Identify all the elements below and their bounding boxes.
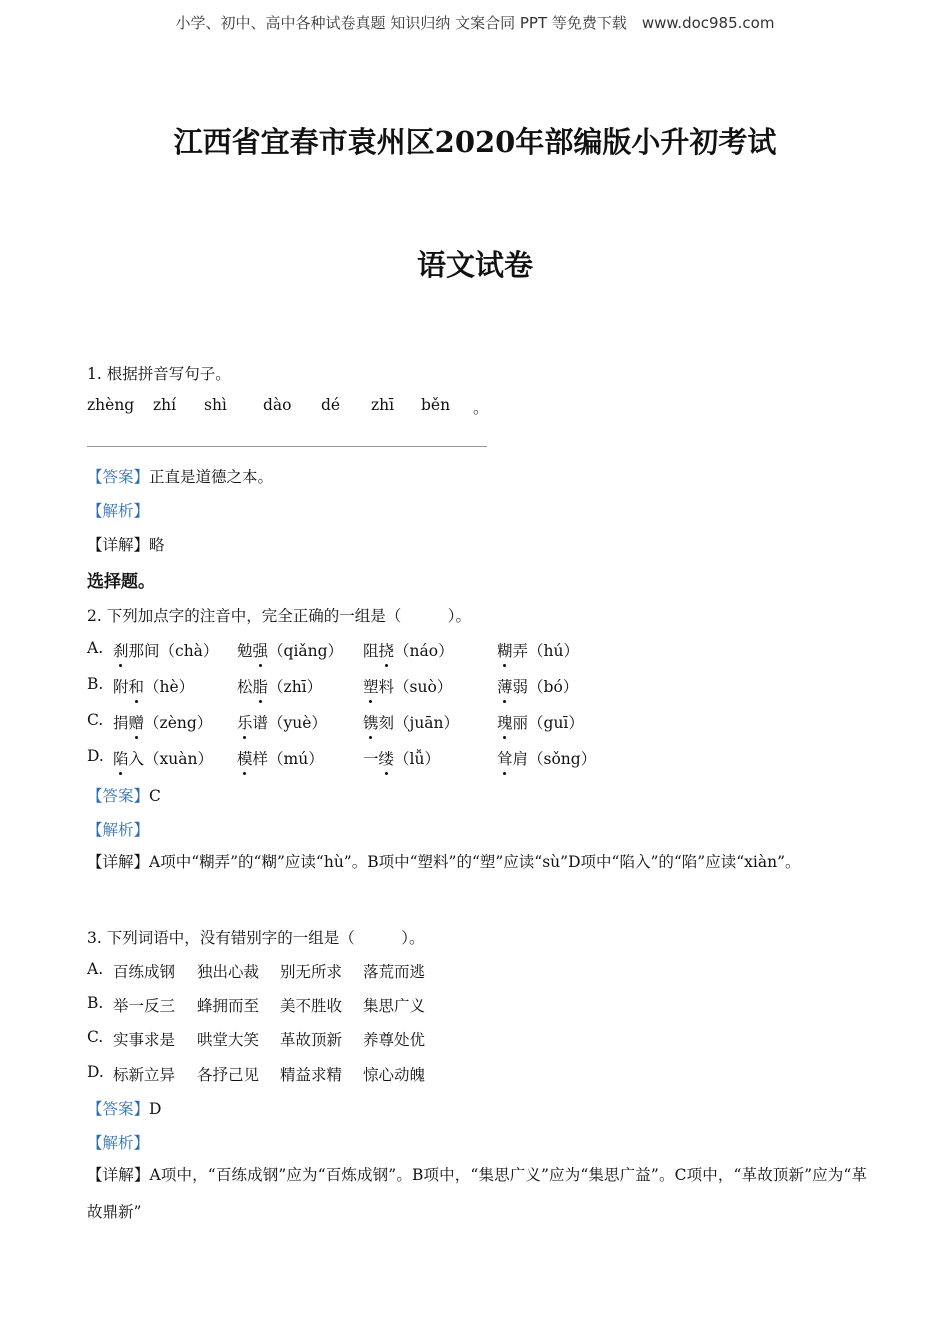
option-letter: C. <box>87 1028 104 1046</box>
section-label: 选择题。 <box>87 572 155 592</box>
item-suffix: （lǚ） <box>394 750 440 768</box>
item-suffix: 弄（hú） <box>512 642 579 660</box>
item-suffix: 肩（sǒng） <box>512 750 597 768</box>
q1-answer <box>87 465 273 487</box>
pinyin-syllable: 。 <box>473 399 489 417</box>
option-letter: D. <box>87 747 104 765</box>
answer-text: 正直是道德之本。 <box>149 468 274 486</box>
item-suffix: （zhī） <box>268 678 323 696</box>
exam-subtitle: 语文试卷 <box>416 248 533 282</box>
answer-text: D <box>149 1100 162 1118</box>
item-prefix: 松 <box>237 678 253 696</box>
option-word: 精益求精 <box>280 1066 343 1084</box>
dotted-character: 陷 <box>113 747 129 769</box>
option-item <box>497 711 584 733</box>
detail-text: 略 <box>149 536 165 554</box>
dotted-character: 乐 <box>237 711 253 733</box>
detail-text: A项中，“百练成钢”应为“百炼成钢”。B项中，“集思广义”应为“集思广益”。C项中，“革故顶新”应为“革故鼎新” <box>87 1166 867 1221</box>
item-suffix: （qiǎng） <box>268 642 344 660</box>
q3-analysis <box>87 1131 149 1153</box>
option-item <box>497 747 596 769</box>
answer-text: C <box>149 787 161 805</box>
item-prefix: 一 <box>363 750 379 768</box>
item-suffix: （náo） <box>394 642 454 660</box>
item-suffix: 入（xuàn） <box>128 750 213 768</box>
q3-prompt: 3. 下列词语中，没有错别字的一组是（ ）。 <box>87 929 425 947</box>
q2-detail <box>87 844 867 881</box>
dotted-character: 镌 <box>363 711 379 733</box>
item-suffix: 料（suò） <box>378 678 453 696</box>
option-word: 落荒而逃 <box>363 963 426 981</box>
pinyin-syllable: zhī <box>371 396 395 414</box>
option-word: 独出心裁 <box>197 963 260 981</box>
pinyin-syllable: zhí <box>153 396 177 414</box>
item-suffix: 刻（juān） <box>378 714 460 732</box>
detail-tag: 【详解】 <box>87 536 150 554</box>
pinyin-syllable: běn <box>421 396 451 414</box>
q1-prompt: 1. 根据拼音写句子。 <box>87 365 231 383</box>
detail-tag: 【详解】 <box>87 853 150 871</box>
option-letter: D. <box>87 1063 104 1081</box>
q1-detail <box>87 533 165 555</box>
dotted-character: 耸 <box>497 747 513 769</box>
option-item <box>113 711 212 733</box>
option-word: 养尊处优 <box>363 1031 426 1049</box>
option-item <box>237 639 343 661</box>
item-suffix: 丽（guī） <box>512 714 584 732</box>
dotted-character: 糊 <box>497 639 513 661</box>
option-item <box>113 639 218 661</box>
page-header: 小学、初中、高中各种试卷真题 知识归纳 文案合同 PPT 等免费下载 www.doc985.com <box>175 14 775 32</box>
option-word: 集思广义 <box>363 997 426 1015</box>
dotted-character: 塑 <box>363 675 379 697</box>
option-item <box>237 711 327 733</box>
option-letter: B. <box>87 675 104 693</box>
option-word: 别无所求 <box>280 963 343 981</box>
option-item <box>497 675 578 697</box>
option-item <box>237 747 324 769</box>
option-letter: B. <box>87 994 104 1012</box>
analysis-tag: 【解析】 <box>87 502 150 520</box>
q3-detail <box>87 1157 867 1231</box>
pinyin-syllable: dé <box>321 396 341 414</box>
q2-analysis <box>87 818 149 840</box>
pinyin-syllable: dào <box>263 396 292 414</box>
answer-tag: 【答案】 <box>87 1100 150 1118</box>
option-item <box>237 675 322 697</box>
option-word: 百练成钢 <box>113 963 176 981</box>
item-suffix: （zèng） <box>144 714 213 732</box>
item-suffix: 弱（bó） <box>512 678 579 696</box>
option-letter: A. <box>87 960 104 978</box>
analysis-tag: 【解析】 <box>87 1134 150 1152</box>
option-word: 举一反三 <box>113 997 176 1015</box>
q1-analysis <box>87 499 149 521</box>
option-word: 实事求是 <box>113 1031 176 1049</box>
dotted-character: 脂 <box>253 675 269 697</box>
item-prefix: 阻 <box>363 642 379 660</box>
item-suffix: 谱（yuè） <box>252 714 327 732</box>
option-word: 哄堂大笑 <box>197 1031 260 1049</box>
dotted-character: 和 <box>129 675 145 697</box>
q3-answer <box>87 1097 161 1119</box>
item-prefix: 勉 <box>237 642 253 660</box>
option-letter: C. <box>87 711 104 729</box>
item-prefix: 附 <box>113 678 129 696</box>
option-word: 蜂拥而至 <box>197 997 260 1015</box>
option-item <box>497 639 579 661</box>
option-word: 美不胜收 <box>280 997 343 1015</box>
item-suffix: 样（mú） <box>252 750 324 768</box>
dotted-character: 挠 <box>379 639 395 661</box>
detail-tag: 【详解】 <box>87 1166 150 1184</box>
dotted-character: 赠 <box>129 711 145 733</box>
dotted-character: 刹 <box>113 639 129 661</box>
option-word: 标新立异 <box>113 1066 176 1084</box>
option-item <box>363 747 440 769</box>
option-word: 各抒己见 <box>197 1066 260 1084</box>
answer-blank-line <box>87 446 487 447</box>
dotted-character: 强 <box>253 639 269 661</box>
exam-title: 江西省宜春市袁州区2020年部编版小升初考试 <box>173 125 777 159</box>
pinyin-syllable: shì <box>204 396 227 414</box>
item-suffix: （hè） <box>144 678 195 696</box>
dotted-character: 缕 <box>379 747 395 769</box>
option-word: 惊心动魄 <box>363 1066 426 1084</box>
option-item <box>363 639 454 661</box>
q2-prompt: 2. 下列加点字的注音中，完全正确的一组是（ ）。 <box>87 607 471 625</box>
analysis-tag: 【解析】 <box>87 821 150 839</box>
option-item <box>113 675 194 697</box>
q2-answer <box>87 784 161 806</box>
item-prefix: 捐 <box>113 714 129 732</box>
option-word: 革故顶新 <box>280 1031 343 1049</box>
option-item <box>363 675 452 697</box>
answer-tag: 【答案】 <box>87 787 150 805</box>
dotted-character: 模 <box>237 747 253 769</box>
option-item <box>363 711 459 733</box>
item-suffix: 那间（chà） <box>128 642 219 660</box>
option-letter: A. <box>87 639 104 657</box>
detail-text: A项中“糊弄”的“糊”应读“hù”。B项中“塑料”的“塑”应读“sù”D项中“陷入”的“陷”应读“xiàn”。 <box>149 853 801 871</box>
answer-tag: 【答案】 <box>87 468 150 486</box>
dotted-character: 薄 <box>497 675 513 697</box>
option-item <box>113 747 213 769</box>
dotted-character: 瑰 <box>497 711 513 733</box>
pinyin-syllable: zhèng <box>87 396 135 414</box>
